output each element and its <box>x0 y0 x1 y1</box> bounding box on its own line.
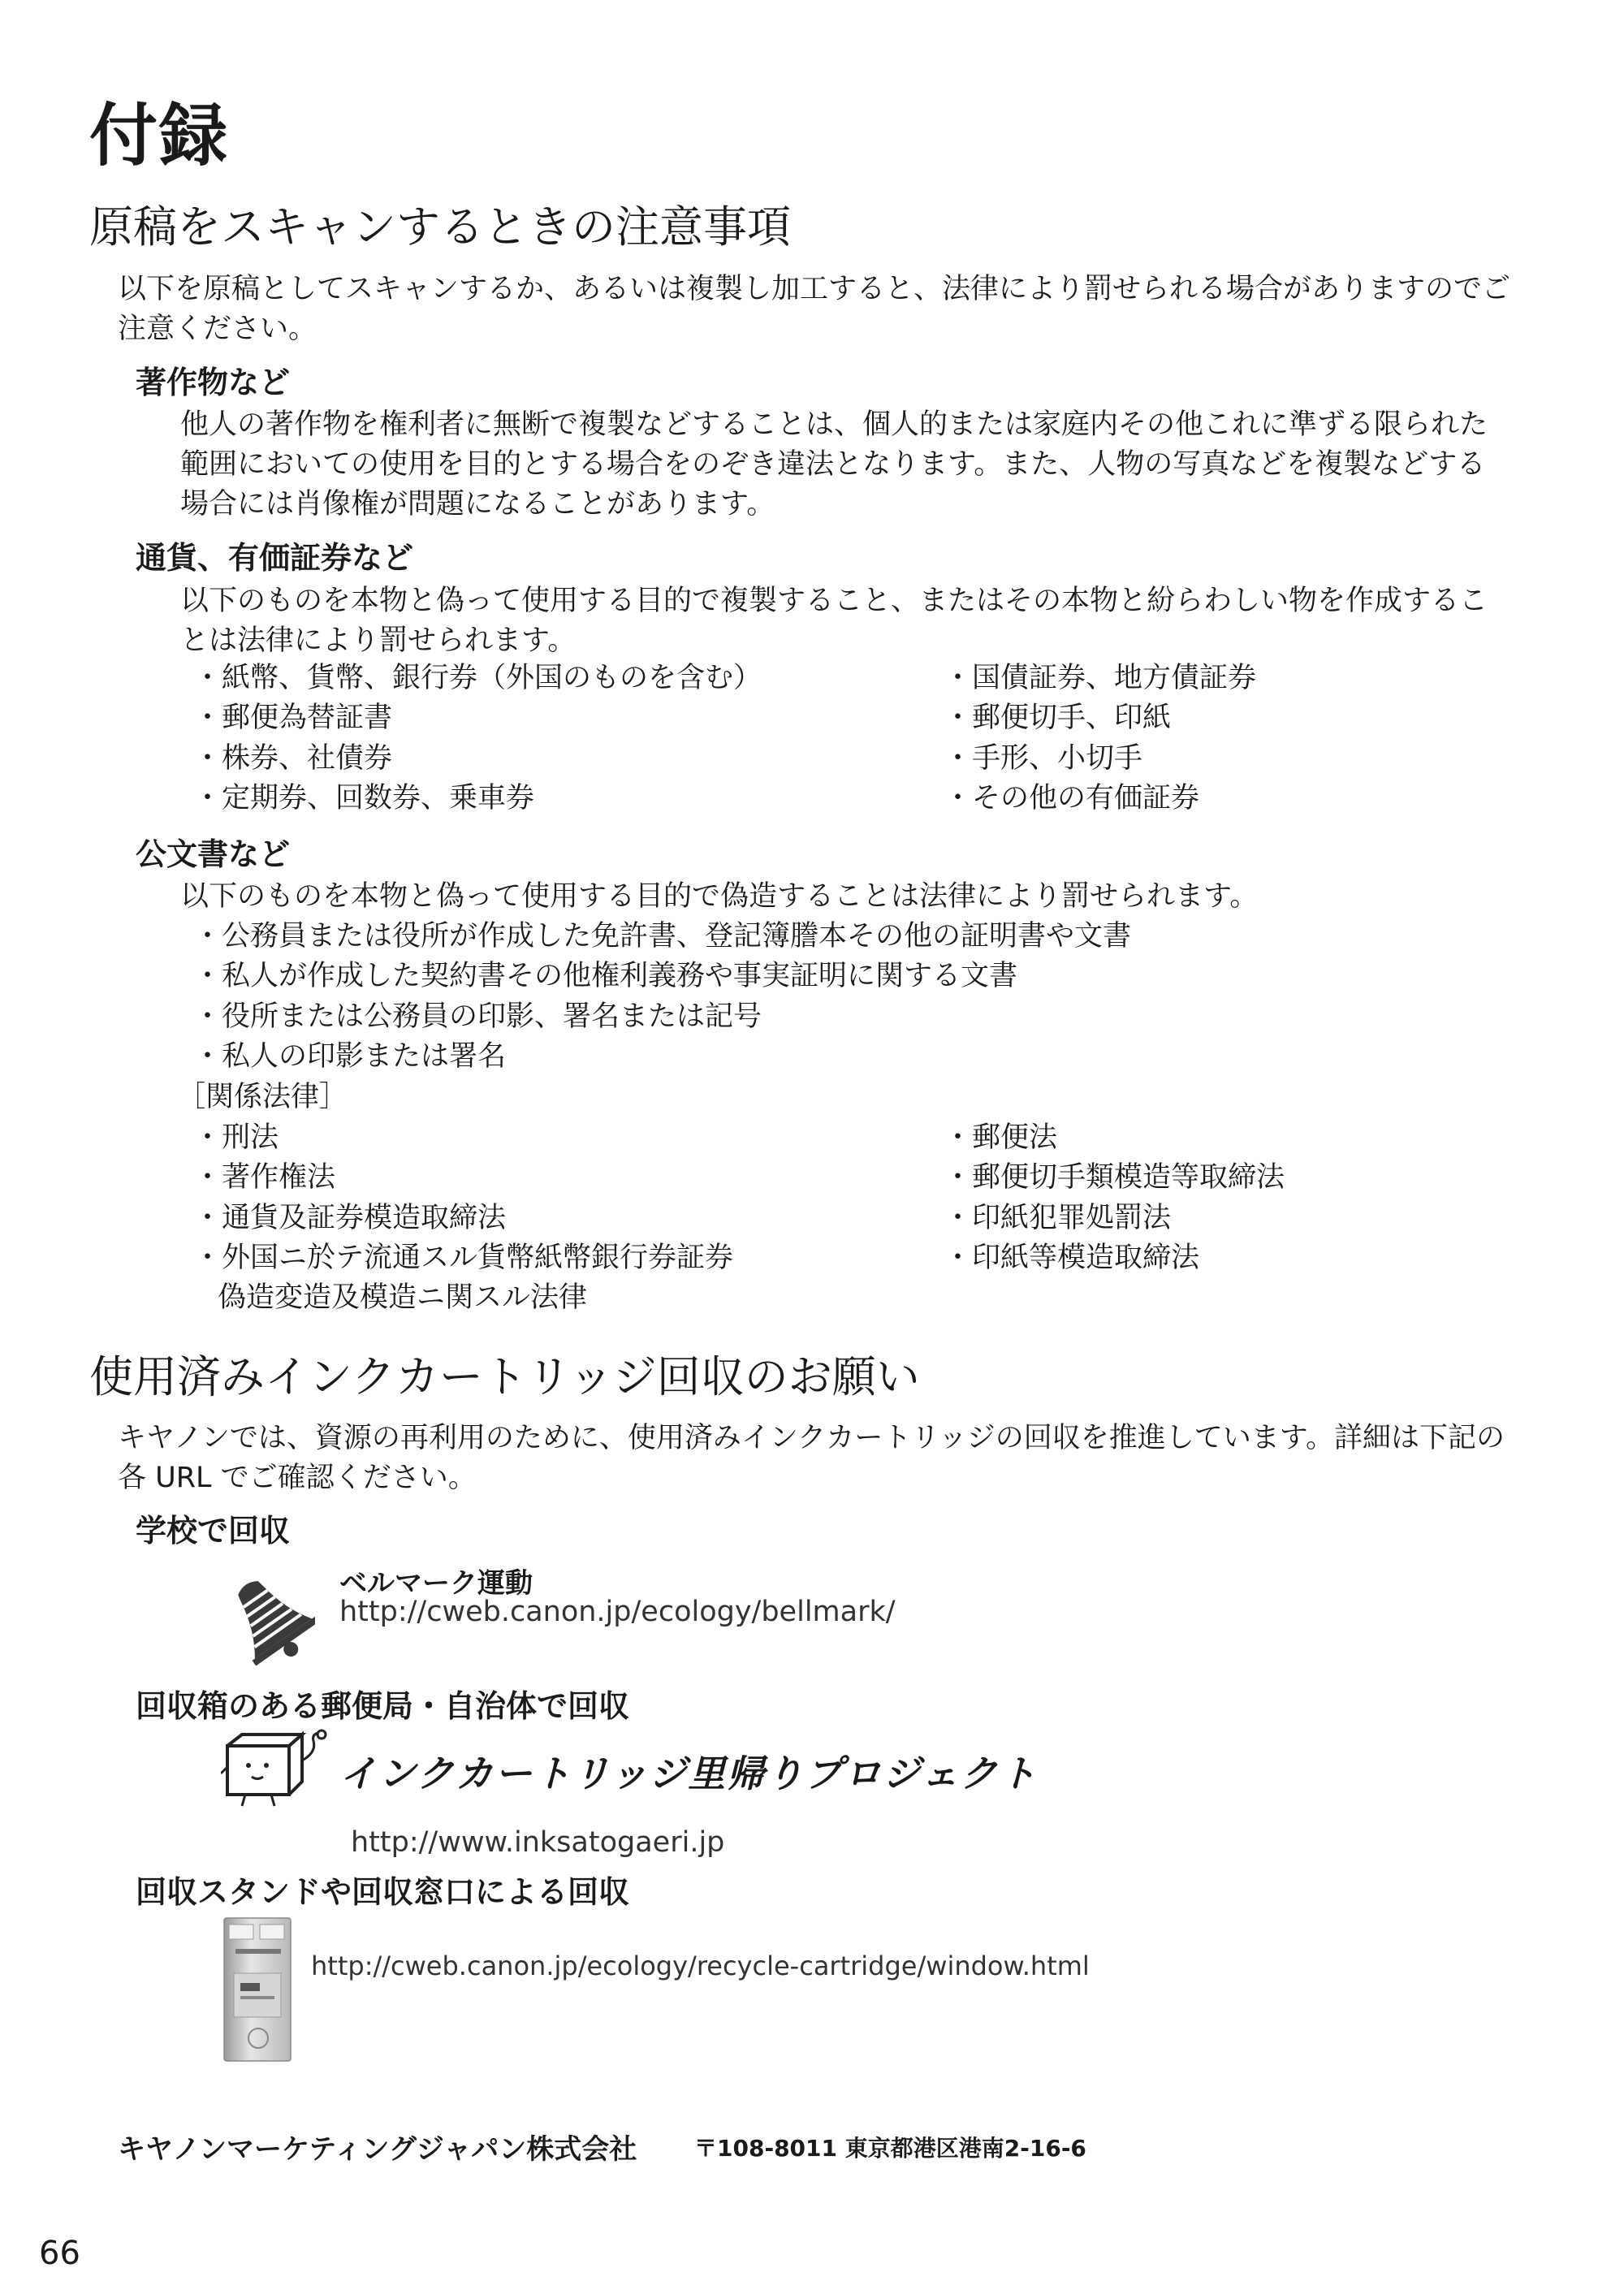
recycle-stand-icon <box>221 1916 294 2063</box>
official-docs-heading: 公文書など <box>136 836 291 872</box>
stand-url[interactable]: http://cweb.canon.jp/ecology/recycle-cartridge/window.html <box>311 1951 1090 1981</box>
copyright-line: 他人の著作物を権利者に無断で複製などすることは、個人的または家庭内その他これに準ずる限られた <box>180 408 1488 441</box>
list-item: ・公務員または役所が作成した免許書、登記簿謄本その他の証明書や文書 <box>193 920 1132 953</box>
list-item-continuation: 偽造変造及模造ニ関スル法律 <box>218 1281 588 1314</box>
list-item: ・郵便為替証書 <box>193 702 393 734</box>
list-item: ・印紙犯罪処罰法 <box>944 1202 1172 1234</box>
copyright-text <box>180 405 1488 525</box>
copyright-line: 場合には肖像権が問題になることがあります。 <box>180 488 775 521</box>
page-number: 66 <box>39 2235 80 2272</box>
list-item: ・刑法 <box>193 1121 279 1154</box>
list-item: ・郵便法 <box>944 1121 1058 1154</box>
list-item: ・郵便切手、印紙 <box>944 702 1172 734</box>
satogaeri-url[interactable]: http://www.inksatogaeri.jp <box>351 1826 725 1859</box>
list-item: ・役所または公務員の印影、署名または記号 <box>193 1000 762 1033</box>
page-title: 付録 <box>89 96 230 175</box>
postoffice-heading: 回収箱のある郵便局・自治体で回収 <box>136 1688 630 1724</box>
list-item: ・国債証券、地方債証券 <box>944 662 1257 694</box>
list-item: ・手形、小切手 <box>944 742 1143 775</box>
scan-intro-line: 以下を原稿としてスキャンするか、あるいは複製し加工すると、法律により罰せられる場合がありますのでご <box>118 273 1511 305</box>
bellmark-icon <box>226 1571 315 1669</box>
official-docs-text: 以下のものを本物と偽って使用する目的で偽造することは法律により罰せられます。 <box>180 880 1259 913</box>
scan-intro <box>118 270 1510 349</box>
list-item: ・郵便切手類模造等取締法 <box>944 1161 1285 1194</box>
list-item: ・印紙等模造取締法 <box>944 1242 1200 1274</box>
recycle-intro-line: 各 URL でご確認ください。 <box>118 1462 477 1494</box>
recycle-heading: 使用済みインクカートリッジ回収のお願い <box>89 1351 920 1402</box>
currency-heading: 通貨、有価証券など <box>136 540 414 576</box>
stand-heading: 回収スタンドや回収窓口による回収 <box>136 1874 630 1910</box>
list-item: ・外国ニ於テ流通スル貨幣紙幣銀行券証券 <box>193 1242 734 1274</box>
company-name: キヤノンマーケティングジャパン株式会社 <box>118 2133 637 2166</box>
company-address: 〒108-8011 東京都港区港南2-16-6 <box>694 2135 1086 2162</box>
school-heading: 学校で回収 <box>136 1513 291 1549</box>
list-item: ・通貨及証券模造取締法 <box>193 1202 507 1234</box>
list-item: ・株券、社債券 <box>193 742 393 775</box>
list-item: ・私人が作成した契約書その他権利義務や事実証明に関する文書 <box>193 960 1018 992</box>
related-laws-label: ［関係法律］ <box>177 1081 348 1113</box>
copyright-line: 範囲においての使用を目的とする場合をのぞき違法となります。また、人物の写真などを複製などする <box>180 448 1486 481</box>
list-item: ・私人の印影または署名 <box>193 1040 507 1073</box>
satogaeri-box-icon <box>221 1728 335 1809</box>
bellmark-url[interactable]: http://cweb.canon.jp/ecology/bellmark/ <box>339 1596 896 1628</box>
list-item: ・著作権法 <box>193 1161 336 1194</box>
satogaeri-logo-text: インクカートリッジ里帰りプロジェクト <box>339 1752 1039 1795</box>
scan-intro-line: 注意ください。 <box>118 313 317 345</box>
bellmark-title: ベルマーク運動 <box>339 1567 533 1600</box>
currency-line: 以下のものを本物と偽って使用する目的で複製すること、またはその本物と紛らわしい物を作成するこ <box>180 585 1488 617</box>
recycle-intro-line: キヤノンでは、資源の再利用のために、使用済みインクカートリッジの回収を推進しています。詳細は下記の <box>118 1422 1505 1454</box>
copyright-heading: 著作物など <box>136 365 291 400</box>
currency-line: とは法律により罰せられます。 <box>180 624 577 657</box>
list-item: ・定期券、回数券、乗車券 <box>193 782 535 814</box>
currency-text <box>180 581 1488 661</box>
list-item: ・紙幣、貨幣、銀行券（外国のものを含む） <box>193 662 762 694</box>
list-item: ・その他の有価証券 <box>944 782 1200 814</box>
scan-notes-heading: 原稿をスキャンするときの注意事項 <box>89 201 791 253</box>
recycle-intro <box>118 1419 1505 1498</box>
